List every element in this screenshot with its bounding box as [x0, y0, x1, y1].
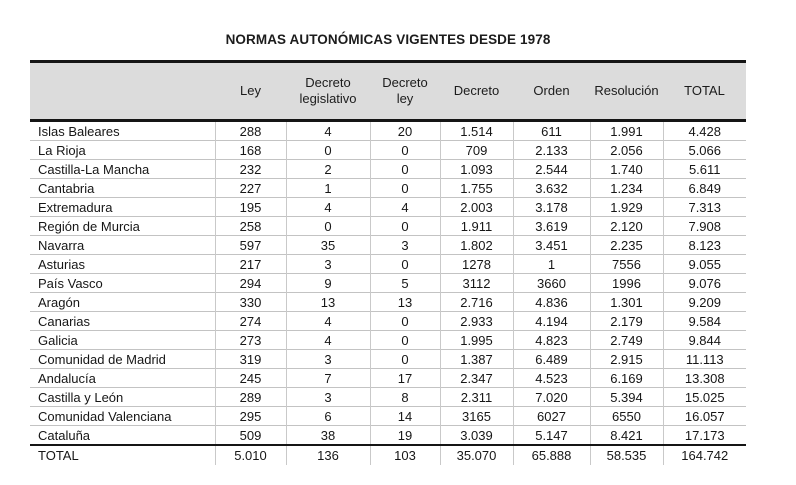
- value-cell: 227: [215, 179, 286, 198]
- value-cell: 7.020: [513, 388, 590, 407]
- value-cell: 7: [286, 369, 370, 388]
- value-cell: 2.120: [590, 217, 663, 236]
- value-cell: 4.194: [513, 312, 590, 331]
- value-cell: 2.347: [440, 369, 513, 388]
- value-cell: 2.544: [513, 160, 590, 179]
- row-label-cell: Cataluña: [30, 426, 215, 446]
- value-cell: 6.489: [513, 350, 590, 369]
- value-cell: 7.313: [663, 198, 746, 217]
- row-label-cell: Cantabria: [30, 179, 215, 198]
- table-footer: [30, 445, 746, 465]
- table-row: [30, 369, 746, 388]
- row-label-cell: Comunidad Valenciana: [30, 407, 215, 426]
- value-cell: 1.802: [440, 236, 513, 255]
- value-cell: 2.235: [590, 236, 663, 255]
- table-row: [30, 293, 746, 312]
- total-value-cell: 65.888: [513, 445, 590, 465]
- value-cell: 9: [286, 274, 370, 293]
- value-cell: 2.915: [590, 350, 663, 369]
- value-cell: 1278: [440, 255, 513, 274]
- value-cell: 1.387: [440, 350, 513, 369]
- value-cell: 38: [286, 426, 370, 446]
- value-cell: 217: [215, 255, 286, 274]
- value-cell: 0: [370, 141, 440, 160]
- value-cell: 3.451: [513, 236, 590, 255]
- value-cell: 6: [286, 407, 370, 426]
- row-label-cell: País Vasco: [30, 274, 215, 293]
- column-header: Decreto ley: [370, 62, 440, 121]
- table-row: [30, 350, 746, 369]
- value-cell: 13: [286, 293, 370, 312]
- value-cell: 597: [215, 236, 286, 255]
- total-label-cell: TOTAL: [30, 445, 215, 465]
- value-cell: 2.749: [590, 331, 663, 350]
- value-cell: 9.055: [663, 255, 746, 274]
- value-cell: 1996: [590, 274, 663, 293]
- value-cell: 15.025: [663, 388, 746, 407]
- total-value-cell: 103: [370, 445, 440, 465]
- value-cell: 3660: [513, 274, 590, 293]
- column-header: Orden: [513, 62, 590, 121]
- value-cell: 19: [370, 426, 440, 446]
- value-cell: 17: [370, 369, 440, 388]
- table-row: [30, 236, 746, 255]
- table-row: [30, 160, 746, 179]
- value-cell: 17.173: [663, 426, 746, 446]
- table-row: [30, 407, 746, 426]
- value-cell: 35: [286, 236, 370, 255]
- value-cell: 6.849: [663, 179, 746, 198]
- value-cell: 2: [286, 160, 370, 179]
- value-cell: 4.823: [513, 331, 590, 350]
- table-row: [30, 331, 746, 350]
- value-cell: 4: [286, 312, 370, 331]
- value-cell: 8: [370, 388, 440, 407]
- row-label-cell: Andalucía: [30, 369, 215, 388]
- value-cell: 7556: [590, 255, 663, 274]
- value-cell: 195: [215, 198, 286, 217]
- page-title: NORMAS AUTONÓMICAS VIGENTES DESDE 1978: [225, 32, 551, 47]
- value-cell: 258: [215, 217, 286, 236]
- value-cell: 0: [370, 350, 440, 369]
- table-row: [30, 274, 746, 293]
- value-cell: 1.093: [440, 160, 513, 179]
- table-body: [30, 121, 746, 446]
- total-value-cell: 58.535: [590, 445, 663, 465]
- value-cell: 3.632: [513, 179, 590, 198]
- value-cell: 5.611: [663, 160, 746, 179]
- value-cell: 273: [215, 331, 286, 350]
- row-label-cell: Castilla y León: [30, 388, 215, 407]
- value-cell: 6.169: [590, 369, 663, 388]
- value-cell: 3: [286, 388, 370, 407]
- table-row: [30, 426, 746, 446]
- value-cell: 1.991: [590, 121, 663, 141]
- value-cell: 6027: [513, 407, 590, 426]
- value-cell: 0: [370, 179, 440, 198]
- value-cell: 2.933: [440, 312, 513, 331]
- row-label-cell: Comunidad de Madrid: [30, 350, 215, 369]
- value-cell: 289: [215, 388, 286, 407]
- value-cell: 709: [440, 141, 513, 160]
- value-cell: 16.057: [663, 407, 746, 426]
- value-cell: 0: [370, 217, 440, 236]
- row-label-cell: Castilla-La Mancha: [30, 160, 215, 179]
- column-header: Ley: [215, 62, 286, 121]
- value-cell: 14: [370, 407, 440, 426]
- value-cell: 2.179: [590, 312, 663, 331]
- value-cell: 1.929: [590, 198, 663, 217]
- value-cell: 7.908: [663, 217, 746, 236]
- value-cell: 0: [370, 255, 440, 274]
- value-cell: 3165: [440, 407, 513, 426]
- table-row: [30, 217, 746, 236]
- value-cell: 330: [215, 293, 286, 312]
- value-cell: 8.421: [590, 426, 663, 446]
- value-cell: 245: [215, 369, 286, 388]
- value-cell: 294: [215, 274, 286, 293]
- row-label-cell: Navarra: [30, 236, 215, 255]
- header-row: [30, 62, 746, 121]
- row-label-cell: Aragón: [30, 293, 215, 312]
- normas-autonomicas-table: [30, 60, 746, 465]
- value-cell: 4: [286, 198, 370, 217]
- value-cell: 1: [286, 179, 370, 198]
- value-cell: 0: [286, 141, 370, 160]
- column-header: TOTAL: [663, 62, 746, 121]
- value-cell: 2.133: [513, 141, 590, 160]
- value-cell: 11.113: [663, 350, 746, 369]
- value-cell: 3112: [440, 274, 513, 293]
- value-cell: 288: [215, 121, 286, 141]
- value-cell: 13: [370, 293, 440, 312]
- value-cell: 2.003: [440, 198, 513, 217]
- value-cell: 319: [215, 350, 286, 369]
- value-cell: 2.716: [440, 293, 513, 312]
- value-cell: 0: [370, 331, 440, 350]
- value-cell: 1.514: [440, 121, 513, 141]
- value-cell: 1.911: [440, 217, 513, 236]
- row-label-cell: Canarias: [30, 312, 215, 331]
- value-cell: 4: [370, 198, 440, 217]
- row-label-cell: Islas Baleares: [38, 123, 120, 139]
- value-cell: 3: [286, 255, 370, 274]
- value-cell: 3: [286, 350, 370, 369]
- value-cell: 5.394: [590, 388, 663, 407]
- value-cell: 3.178: [513, 198, 590, 217]
- value-cell: 3.039: [440, 426, 513, 446]
- value-cell: 6550: [590, 407, 663, 426]
- column-header: Decreto legislativo: [286, 62, 370, 121]
- value-cell: 1.995: [440, 331, 513, 350]
- total-value-cell: 35.070: [440, 445, 513, 465]
- column-header: Resolución: [590, 62, 663, 121]
- value-cell: 5.147: [513, 426, 590, 446]
- value-cell: 4: [286, 121, 370, 141]
- table-row: [30, 255, 746, 274]
- value-cell: 4.836: [513, 293, 590, 312]
- value-cell: 3: [370, 236, 440, 255]
- value-cell: 5.066: [663, 141, 746, 160]
- row-label-cell: Región de Murcia: [30, 217, 215, 236]
- table-row: [30, 179, 746, 198]
- value-cell: 4.523: [513, 369, 590, 388]
- table-row: [30, 312, 746, 331]
- value-cell: 0: [286, 217, 370, 236]
- value-cell: 0: [370, 312, 440, 331]
- table-row: [30, 388, 746, 407]
- value-cell: 295: [215, 407, 286, 426]
- table-row: [30, 121, 746, 141]
- value-cell: 4.428: [663, 121, 746, 141]
- row-label-cell: Extremadura: [30, 198, 215, 217]
- value-cell: 4: [286, 331, 370, 350]
- table-row: [30, 198, 746, 217]
- value-cell: 274: [215, 312, 286, 331]
- value-cell: 1.740: [590, 160, 663, 179]
- value-cell: 9.584: [663, 312, 746, 331]
- value-cell: 1.234: [590, 179, 663, 198]
- value-cell: 611: [513, 121, 590, 141]
- value-cell: 168: [215, 141, 286, 160]
- value-cell: 9.209: [663, 293, 746, 312]
- row-label-cell: Asturias: [30, 255, 215, 274]
- value-cell: 1.755: [440, 179, 513, 198]
- value-cell: 9.844: [663, 331, 746, 350]
- table-row: [30, 141, 746, 160]
- value-cell: 5: [370, 274, 440, 293]
- value-cell: 0: [370, 160, 440, 179]
- row-label-column-header: [30, 62, 215, 121]
- value-cell: 232: [215, 160, 286, 179]
- value-cell: 2.056: [590, 141, 663, 160]
- value-cell: 8.123: [663, 236, 746, 255]
- total-value-cell: 5.010: [215, 445, 286, 465]
- total-row: [30, 445, 746, 465]
- total-value-cell: 164.742: [663, 445, 746, 465]
- table-header: [30, 62, 746, 121]
- value-cell: 20: [370, 121, 440, 141]
- total-value-cell: 136: [286, 445, 370, 465]
- value-cell: 13.308: [663, 369, 746, 388]
- row-label-cell: La Rioja: [30, 141, 215, 160]
- value-cell: 509: [215, 426, 286, 446]
- value-cell: 1: [513, 255, 590, 274]
- value-cell: 3.619: [513, 217, 590, 236]
- value-cell: 1.301: [590, 293, 663, 312]
- value-cell: 9.076: [663, 274, 746, 293]
- value-cell: 2.311: [440, 388, 513, 407]
- column-header: Decreto: [440, 62, 513, 121]
- row-label-cell: Galicia: [30, 331, 215, 350]
